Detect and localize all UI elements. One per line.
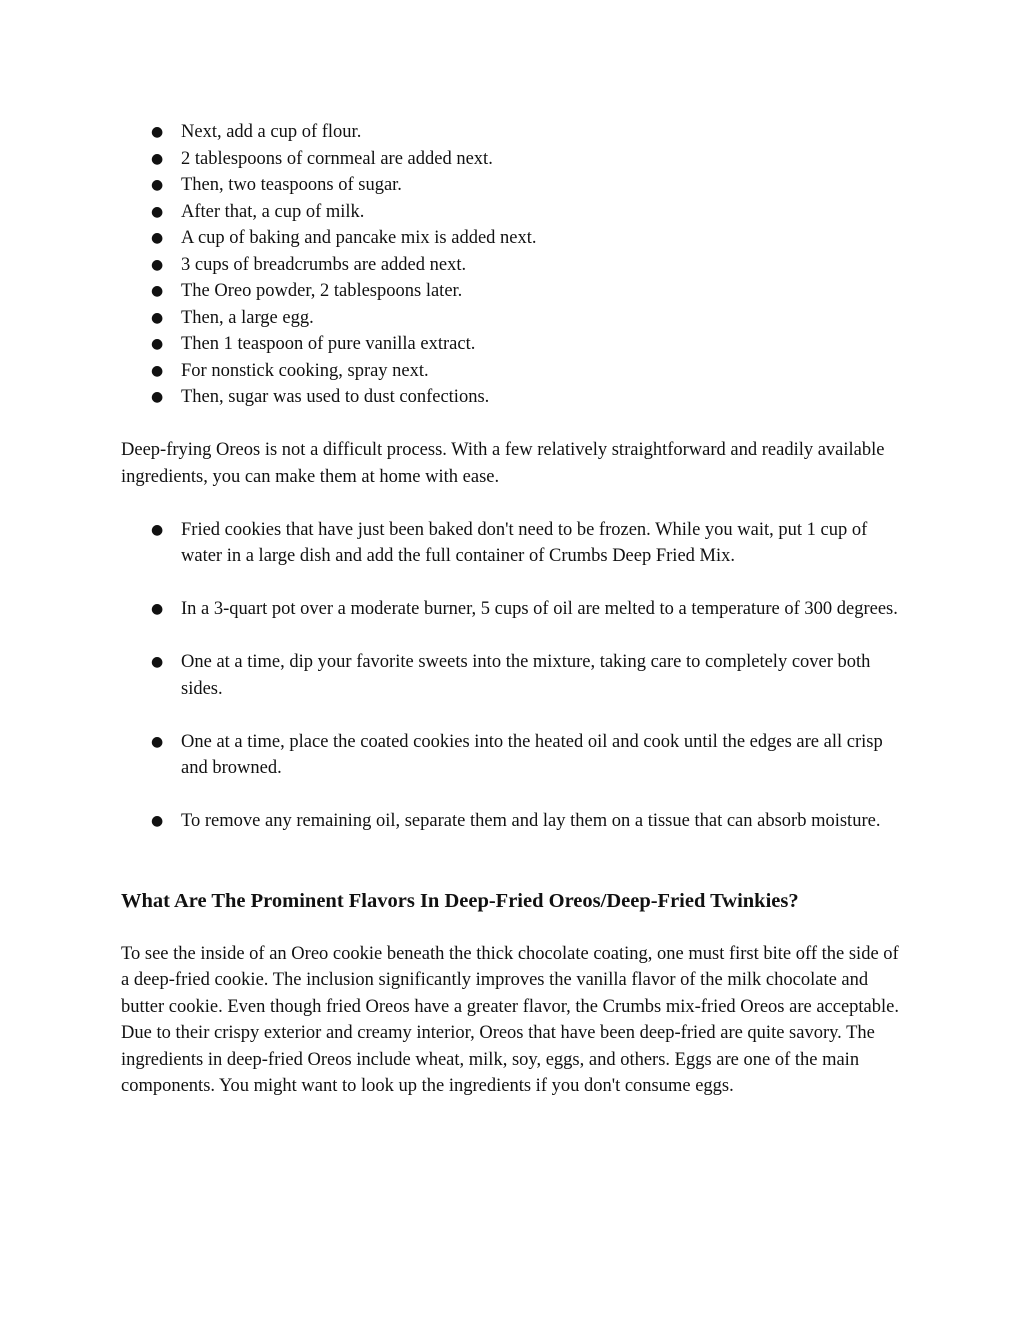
list-item — [121, 199, 911, 226]
list-item — [121, 517, 911, 570]
list-item — [121, 358, 911, 385]
bullet-icon: ● — [151, 521, 164, 538]
bullet-icon: ● — [151, 124, 164, 140]
list-item-text: For nonstick cooking, spray next. — [181, 360, 429, 381]
spacer — [121, 914, 911, 941]
bullet-icon: ● — [151, 389, 164, 405]
bullet-icon: ● — [151, 230, 164, 246]
list-item-text: One at a time, dip your favorite sweets into the mixture, taking care to completely cover both sides. — [181, 652, 871, 699]
list-item-text: Fried cookies that have just been baked don't need to be frozen. While you wait, put 1 cup of water in a large dish and add the full container of Crumbs Deep Fried Mix. — [181, 519, 868, 566]
list-item — [121, 252, 911, 279]
section-heading: What Are The Prominent Flavors In Deep-Fried Oreos/Deep-Fried Twinkies? — [121, 889, 799, 912]
bullet-icon: ● — [151, 654, 164, 670]
spacer — [121, 411, 911, 438]
bullet-icon: ● — [151, 813, 164, 829]
list-item-text: Then, sugar was used to dust confections. — [181, 387, 490, 407]
list-item-text: Then 1 teaspoon of pure vanilla extract. — [181, 334, 476, 354]
list-item — [121, 305, 911, 332]
spacer — [121, 861, 911, 888]
list-item — [121, 384, 911, 411]
list-item-text: After that, a cup of milk. — [181, 201, 365, 222]
list-item — [121, 331, 911, 358]
list-item — [121, 172, 911, 199]
list-item — [121, 146, 911, 173]
list-item-text: In a 3-quart pot over a moderate burner, 5 cups of oil are melted to a temperature of 300 degrees. — [181, 599, 898, 619]
bullet-icon: ● — [151, 336, 164, 352]
list-item-text: 2 tablespoons of cornmeal are added next. — [181, 148, 493, 169]
bullet-icon: ● — [151, 203, 164, 220]
list-item-text: To remove any remaining oil, separate them and lay them on a tissue that can absorb moisture. — [181, 811, 881, 831]
list-item — [121, 596, 911, 623]
intro-paragraph: Deep-frying Oreos is not a difficult process. With a few relatively straightforward and readily available ingredients, you can make them at home with ease. — [121, 440, 885, 487]
bullet-icon: ● — [151, 309, 164, 326]
list-item — [121, 808, 911, 835]
ingredient-steps-list — [121, 119, 911, 411]
spacer — [121, 490, 911, 517]
list-item-text: Next, add a cup of flour. — [181, 122, 362, 142]
bullet-icon: ● — [151, 362, 164, 379]
flavors-paragraph: To see the inside of an Oreo cookie beneath the thick chocolate coating, one must first bite off the side of a deep-fried cookie. The inclusion significantly improves the vanilla flavor of the milk chocolate and butter cookie. Even though fried Oreos have a greater flavor, the Crumbs mix-fried Oreos are acceptable. Due to their crispy exterior and creamy interior, Oreos that have been deep-fried are quite savory. The ingredients in deep-fried Oreos include wheat, milk, soy, eggs, and others. Eggs are one of the main components. You might want to look up the ingredients if you don't consume eggs. — [121, 943, 899, 1096]
bullet-icon: ● — [151, 733, 164, 750]
bullet-icon: ● — [151, 283, 164, 299]
list-item-text: 3 cups of breadcrumbs are added next. — [181, 254, 467, 275]
bullet-icon: ● — [151, 150, 164, 167]
list-item-text: Then, two teaspoons of sugar. — [181, 175, 402, 195]
list-item — [121, 225, 911, 252]
spacer — [121, 835, 911, 862]
frying-instructions-list — [121, 517, 911, 835]
list-item — [121, 649, 911, 702]
list-item — [121, 119, 911, 146]
list-item-text: A cup of baking and pancake mix is added next. — [181, 228, 537, 248]
bullet-icon: ● — [151, 256, 164, 273]
document-content — [121, 119, 911, 1100]
bullet-icon: ● — [151, 601, 164, 617]
list-item-text: The Oreo powder, 2 tablespoons later. — [181, 281, 463, 301]
list-item — [121, 278, 911, 305]
list-item-text: Then, a large egg. — [181, 307, 314, 328]
list-item — [121, 729, 911, 782]
list-item-text: One at a time, place the coated cookies into the heated oil and cook until the edges are all crisp and browned. — [181, 731, 883, 778]
bullet-icon: ● — [151, 177, 164, 193]
